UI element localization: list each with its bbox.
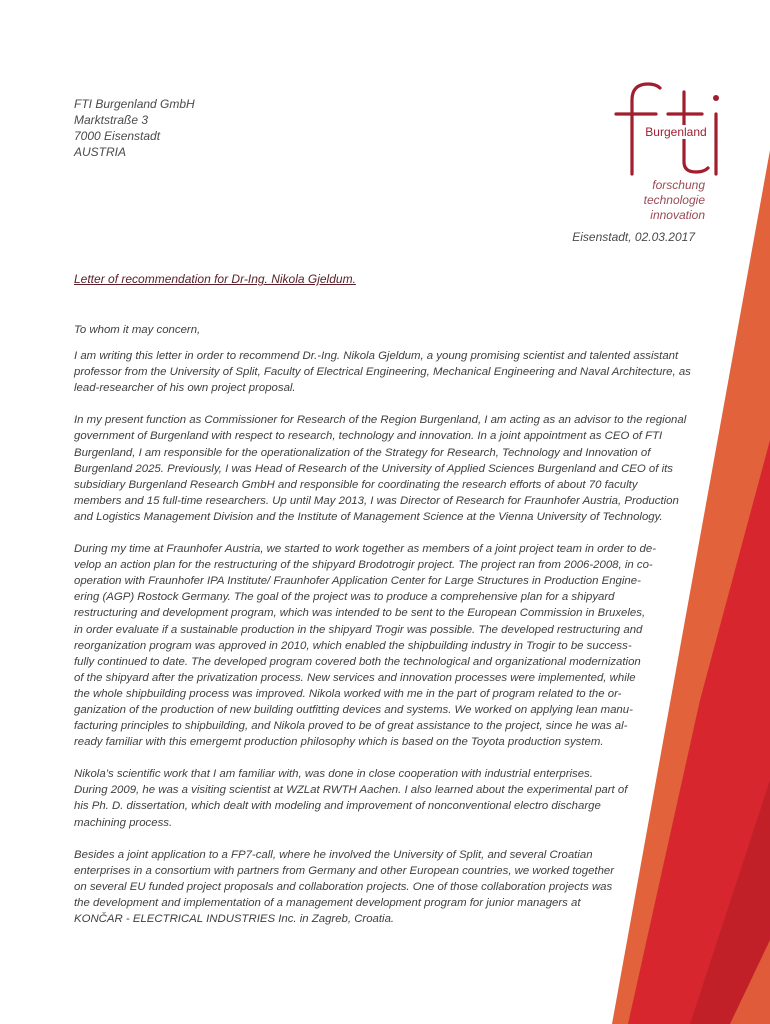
sender-line: Marktstraße 3 (74, 113, 149, 127)
paragraph-line: Burgenland 2025. Previously, I was Head of Research of the University of Applied Sciences Burgenland and CEO of its (74, 462, 673, 475)
paragraph (74, 348, 724, 396)
paragraph (74, 541, 724, 750)
paragraph-line: operation with Fraunhofer IPA Institute/ Fraunhofer Application Center for Large Structures in Production Engine- (74, 575, 641, 588)
paragraph-line: his Ph. D. dissertation, which dealt with modeling and improvement of nonconventional electro discharge (74, 800, 601, 813)
paragraph-line: During 2009, he was a visiting scientist at WZLat RWTH Aachen. I also learned about the experimental part of (74, 784, 628, 797)
paragraph-line: In my present function as Commissioner for Research of the Region Burgenland, I am acting as an advisor to the regional (74, 414, 687, 427)
logo-region-text: Burgenland (645, 125, 707, 139)
paragraph (74, 766, 724, 830)
sender-address (74, 96, 195, 160)
paragraph-line: the development and implementation of a management development program for junior managers at (74, 896, 581, 909)
paragraph-line: on several EU funded project proposals and collaboration projects. One of those collaboration projects was (74, 880, 613, 893)
paragraph-line: facturing principles to shipbuilding, and Nikola proved to be of great assistance to the project, since he was al- (74, 720, 628, 733)
paragraph-line: machining process. (74, 816, 173, 829)
paragraph-line: I am writing this letter in order to recommend Dr.-Ing. Nikola Gjeldum, a young promising scientist and talented assistant (74, 350, 679, 363)
paragraph-line: ganization of the production of new building outfitting devices and systems. We worked on applying lean manu- (74, 703, 633, 716)
tagline-line: forschung (652, 178, 705, 192)
letter-date: Eisenstadt, 02.03.2017 (572, 230, 695, 244)
tagline-line: technologie (643, 193, 705, 207)
letter-subject: Letter of recommendation for Dr-Ing. Nikola Gjeldum. (74, 272, 356, 286)
fti-burgenland-logo (612, 78, 732, 178)
paragraph-line: restructuring and development program, which was intended to be sent to the European Commission in Bruxeles, (74, 607, 646, 620)
letter-body (74, 322, 724, 943)
paragraph (74, 412, 724, 525)
salutation: To whom it may concern, (74, 324, 201, 336)
paragraph-line: and Logistics Management Division and the Institute of Management Science at the Vienna University of Technology. (74, 510, 663, 523)
paragraph-line: Burgenland, I am responsible for the operationalization of the Strategy for Research, Technology and Innovation of (74, 446, 651, 459)
tagline-line: innovation (650, 208, 705, 222)
paragraph-line: fully continued to date. The developed program covered both the technological and organizational modernization (74, 655, 641, 668)
paragraph-line: velop an action plan for the restructuring of the shipyard Brodotrogir project. The project ran from 2006-2008, in co- (74, 559, 653, 572)
paragraph-line: enterprises in a consortium with partners from Germany and other European countries, we worked together (74, 864, 615, 877)
logo-tagline (560, 178, 705, 223)
paragraph-line: KONČAR - ELECTRICAL INDUSTRIES Inc. in Zagreb, Croatia. (74, 913, 395, 925)
paragraph-line: During my time at Fraunhofer Austria, we started to work together as members of a joint project team in order to de- (74, 543, 657, 556)
paragraph-line: professor from the University of Split, Faculty of Electrical Engineering, Mechanical Engineering and Naval Architecture, as (74, 366, 691, 379)
paragraph-line: ering (AGP) Rostock Germany. The goal of the project was to produce a comprehensive plan for a shipyard (74, 591, 615, 604)
paragraph-line: Besides a joint application to a FP7-call, where he involved the University of Split, and several Croatian (74, 848, 593, 861)
paragraph (74, 847, 724, 927)
paragraph-line: reorganization program was approved in 2010, which enabled the shipbuilding industry in Trogir to be success- (74, 639, 632, 652)
paragraph-line: of the shipyard after the privatization process. New services and innovation processes were implemented, while (74, 671, 636, 684)
paragraph-line: lead-researcher of his own project proposal. (74, 382, 296, 395)
paragraph-line: ready familiar with this emergemt production philosophy which is based on the Toyota production system. (74, 736, 604, 749)
paragraph-line: Nikola’s scientific work that I am familiar with, was done in close cooperation with industrial enterprises. (74, 768, 593, 781)
sender-line: FTI Burgenland GmbH (74, 97, 195, 111)
paragraph-line: the whole shipbuilding process was improved. Nikola worked with me in the part of program related to the or- (74, 687, 622, 700)
paragraph-line: subsidiary Burgenland Research GmbH and responsible for coordinating the research efforts of about 70 faculty (74, 478, 638, 491)
paragraph-line: in order evaluate if a sustainable production in the shipyard Trogir was possible. The developed restructuring and (74, 623, 643, 636)
paragraph-line: members and 15 full-time researchers. Up until May 2013, I was Director of Research for Fraunhofer Austria, Production (74, 494, 679, 507)
sender-line: AUSTRIA (74, 145, 127, 159)
sender-line: 7000 Eisenstadt (74, 129, 161, 143)
paragraph-line: government of Burgenland with respect to research, technology and innovation. In a joint appointment as CEO of FTI (74, 430, 663, 443)
